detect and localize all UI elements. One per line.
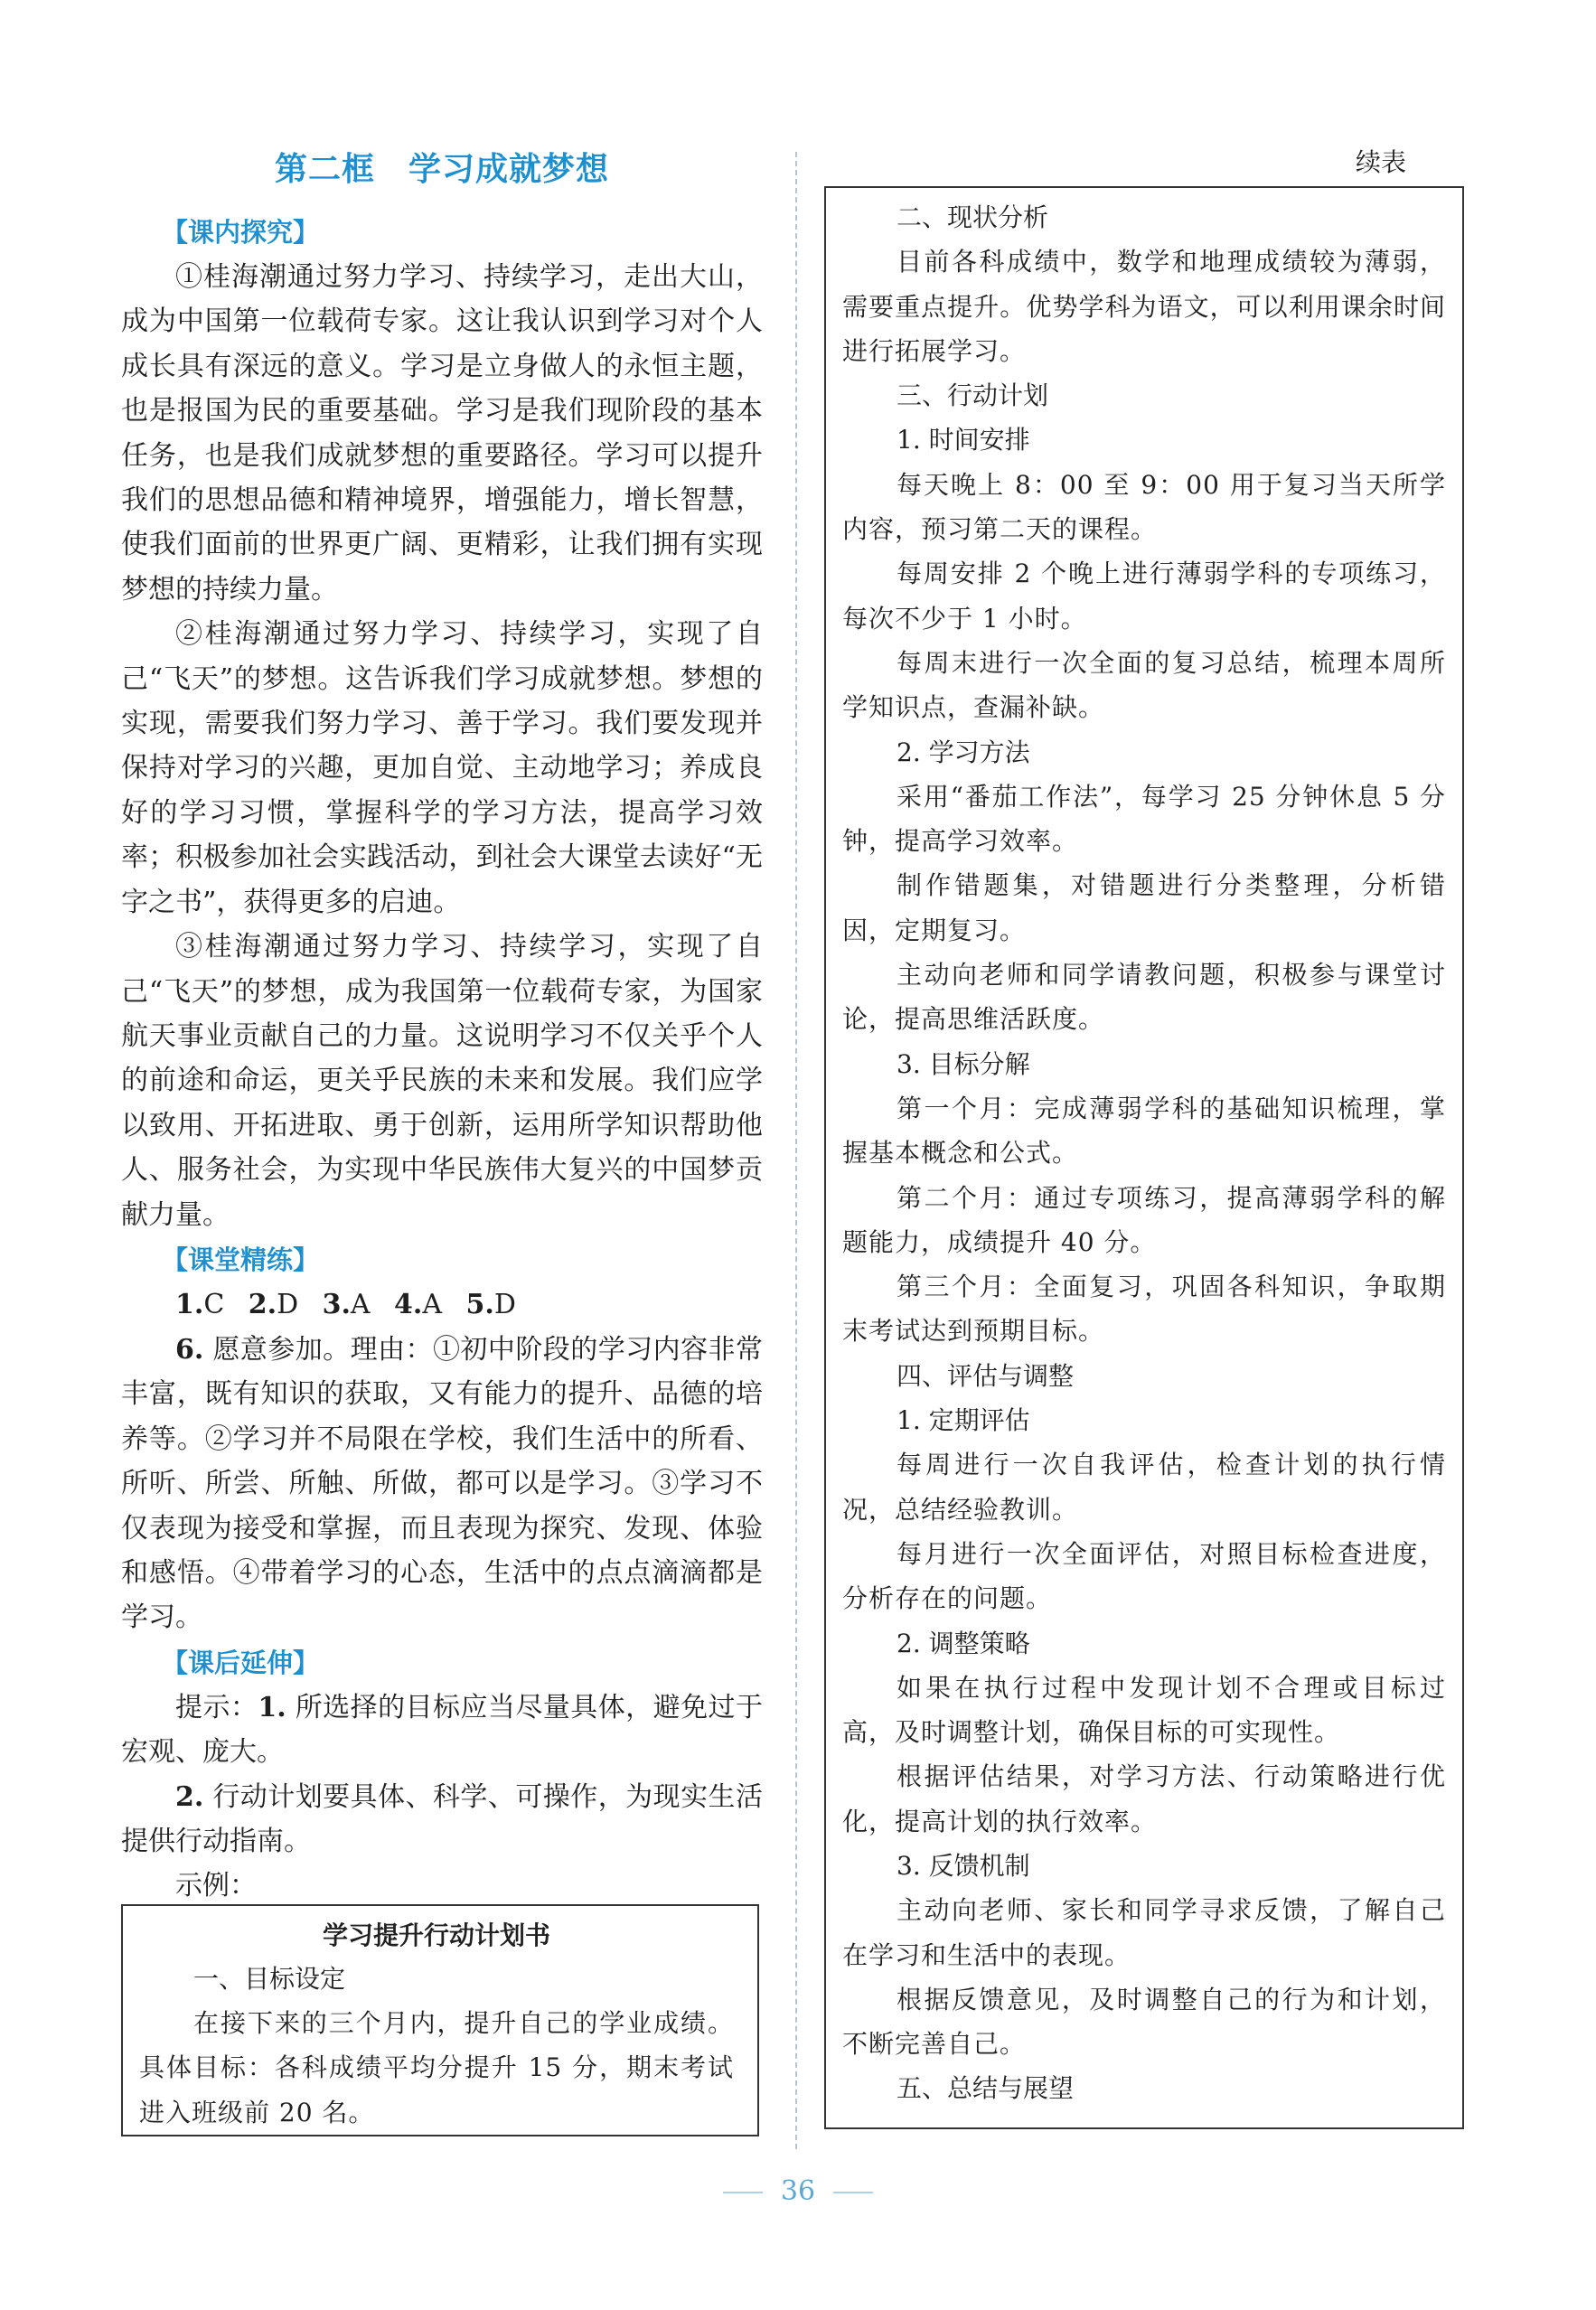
extend-tip-2: 2. 行动计划要具体、科学、可操作，为现实生活提供行动指南。	[121, 1780, 763, 1857]
section-head-extend: 【课后延伸】	[162, 1647, 320, 1678]
page-title: 第二框 学习成就梦想	[274, 151, 609, 188]
plan-heading: 三、行动计划	[897, 380, 1049, 411]
page-number-rule	[723, 2192, 763, 2193]
plan-paragraph: 如果在执行过程中发现计划不合理或目标过高，及时调整计划，确保目标的可实现性。	[842, 1672, 1446, 1748]
plan-paragraph: 第一个月：完成薄弱学科的基础知识梳理，掌握基本概念和公式。	[842, 1093, 1446, 1169]
answer-list	[175, 1282, 763, 1328]
left-column	[121, 145, 763, 1909]
plan-paragraph: 每天晚上 8：00 至 9：00 用于复习当天所学内容，预习第二天的课程。	[842, 469, 1446, 545]
plan-paragraph: 根据反馈意见，及时调整自己的行为和计划，不断完善自己。	[842, 1984, 1446, 2060]
plan-paragraph: 主动向老师、家长和同学寻求反馈，了解自己在学习和生活中的表现。	[842, 1895, 1446, 1970]
explore-paragraph: ②桂海潮通过努力学习、持续学习，实现了自己“飞天”的梦想。这告诉我们学习成就梦想。梦想的实现，需要我们努力学习、善于学习。我们要发现并保持对学习的兴趣，更加自觉、主动地学习；养成良好的学习习惯，掌握科学的学习方法，提高学习效率；积极参加社会实践活动，到社会大课堂去读好“无字之书”，获得更多的启迪。	[121, 618, 763, 918]
answer-item: 3.A	[322, 1288, 371, 1320]
plan-heading: 四、评估与调整	[897, 1360, 1075, 1391]
plan-paragraph: 在接下来的三个月内，提升自己的学业成绩。具体目标：各科成绩平均分提升 15 分，期末考试进入班级前 20 名。	[139, 2008, 734, 2127]
continued-label: 续表	[1356, 147, 1407, 177]
plan-paragraph: 主动向老师和同学请教问题，积极参与课堂讨论，提高思维活跃度。	[842, 960, 1446, 1035]
plan-paragraph: 每周进行一次自我评估，检查计划的执行情况，总结经验教训。	[842, 1450, 1446, 1525]
plan-heading: 二、现状分析	[897, 202, 1049, 232]
plan-paragraph: 制作错题集，对错题进行分类整理，分析错因，定期复习。	[842, 870, 1446, 945]
plan-heading: 3. 目标分解	[897, 1048, 1030, 1079]
plan-heading: 1. 时间安排	[897, 425, 1030, 455]
answer-item: 1.C	[175, 1288, 225, 1320]
plan-paragraph: 第二个月：通过专项练习，提高薄弱学科的解题能力，成绩提升 40 分。	[842, 1182, 1446, 1257]
explore-paragraph: ③桂海潮通过努力学习、持续学习，实现了自己“飞天”的梦想，成为我国第一位载荷专家，为国家航天事业贡献自己的力量。这说明学习不仅关乎个人的前途和命运，更关乎民族的未来和发展。我们应学以致用、开拓进取、勇于创新，运用所学知识帮助他人、服务社会，为实现中华民族伟大复兴的中国梦贡献力量。	[121, 931, 763, 1231]
plan-box-left	[121, 1904, 759, 2136]
section-head-practice: 【课堂精练】	[162, 1244, 320, 1275]
plan-heading: 2. 学习方法	[897, 737, 1030, 767]
question-6-answer: 6. 愿意参加。理由：①初中阶段的学习内容非常丰富，既有知识的获取，又有能力的提升、品德的培养等。②学习并不局限在学校，我们生活中的所看、所听、所尝、所触、所做，都可以是学习。③学习不仅表现为接受和掌握，而且表现为探究、发现、体验和感悟。④带着学习的心态，生活中的点点滴滴都是学习。	[121, 1333, 763, 1634]
column-divider	[795, 152, 797, 2149]
section-head-explore: 【课内探究】	[162, 217, 320, 248]
extend-tip-1: 提示：1. 所选择的目标应当尽量具体，避免过于宏观、庞大。	[121, 1691, 764, 1769]
plan-paragraph: 每周安排 2 个晚上进行薄弱学科的专项练习，每次不少于 1 小时。	[842, 559, 1446, 634]
plan-paragraph: 目前各科成绩中，数学和地理成绩较为薄弱，需要重点提升。优势学科为语文，可以利用课余时间进行拓展学习。	[842, 247, 1446, 366]
answer-item: 2.D	[248, 1288, 299, 1320]
answer-item: 5.D	[465, 1288, 516, 1320]
example-label: 示例：	[175, 1870, 257, 1902]
page-number-text: 36	[780, 2175, 816, 2207]
answer-item: 4.A	[394, 1288, 443, 1320]
plan-box-right	[824, 186, 1464, 2129]
plan-heading: 五、总结与展望	[897, 2073, 1075, 2104]
plan-paragraph: 第三个月：全面复习，巩固各科知识，争取期末考试达到预期目标。	[842, 1272, 1446, 1347]
plan-heading: 1. 定期评估	[897, 1405, 1030, 1436]
page-number	[0, 2174, 1596, 2210]
plan-heading: 一、目标设定	[193, 1964, 346, 1994]
plan-heading: 2. 调整策略	[897, 1628, 1030, 1658]
page-number-rule	[833, 2192, 873, 2193]
plan-continued-content	[842, 195, 1446, 2111]
plan-paragraph: 每月进行一次全面评估，对照目标检查进度，分析存在的问题。	[842, 1538, 1446, 1614]
plan-paragraph: 根据评估结果，对学习方法、行动策略进行优化，提高计划的执行效率。	[842, 1761, 1446, 1836]
plan-heading: 3. 反馈机制	[897, 1850, 1030, 1881]
plan-title: 学习提升行动计划书	[322, 1920, 550, 1950]
plan-paragraph: 采用“番茄工作法”，每学习 25 分钟休息 5 分钟，提高学习效率。	[842, 781, 1446, 857]
plan-paragraph: 每周末进行一次全面的复习总结，梳理本周所学知识点，查漏补缺。	[842, 647, 1446, 723]
explore-paragraph: ①桂海潮通过努力学习、持续学习，走出大山，成为中国第一位载荷专家。这让我认识到学习对个人成长具有深远的意义。学习是立身做人的永恒主题，也是报国为民的重要基础。学习是我们现阶段的基本任务，也是我们成就梦想的重要路径。学习可以提升我们的思想品德和精神境界，增强能力，增长智慧，使我们面前的世界更广阔、更精彩，让我们拥有实现梦想的持续力量。	[121, 261, 763, 606]
